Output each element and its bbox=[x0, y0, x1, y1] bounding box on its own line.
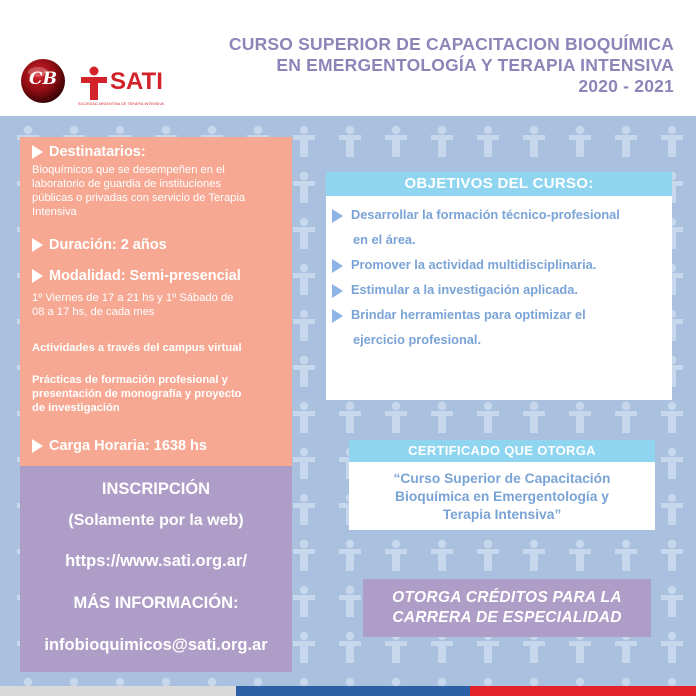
destinatarios-line: públicas o privadas con servicio de Terapia bbox=[32, 192, 246, 204]
destinatarios-label: Destinatarios: bbox=[49, 144, 146, 160]
modalidad-line: 08 a 17 hs, de cada mes bbox=[32, 306, 155, 318]
certificado-line: Bioquímica en Emergentología y bbox=[395, 489, 609, 504]
practicas-text bbox=[32, 373, 242, 415]
cb-logo bbox=[20, 58, 66, 104]
triangle-bullet-icon bbox=[332, 284, 343, 298]
title-line-3: 2020 - 2021 bbox=[578, 76, 674, 96]
title-line-2: EN EMERGENTOLOGÍA Y TERAPIA INTENSIVA bbox=[276, 55, 674, 75]
practicas-line: Prácticas de formación profesional y bbox=[32, 374, 228, 386]
certificado-box bbox=[349, 462, 655, 530]
objetivo-item bbox=[332, 302, 586, 352]
sati-logo-subtitle: SOCIEDAD ARGENTINA DE TERAPIA INTENSIVA bbox=[78, 102, 165, 106]
objetivos-box bbox=[326, 172, 672, 400]
modalidad-heading bbox=[32, 268, 241, 284]
objetivo-text: Estimular a la investigación aplicada. bbox=[351, 282, 578, 297]
objetivos-heading: OBJETIVOS DEL CURSO: bbox=[326, 172, 672, 196]
destinatarios-line: laboratorio de guardia de instituciones bbox=[32, 178, 222, 190]
sati-logo bbox=[78, 64, 170, 112]
course-title bbox=[229, 34, 674, 97]
objetivo-item bbox=[332, 252, 596, 277]
sati-logo-text: SATI bbox=[110, 68, 163, 95]
triangle-bullet-icon bbox=[332, 209, 343, 223]
actividades-text: Actividades a través del campus virtual bbox=[32, 342, 242, 354]
modalidad-text bbox=[32, 291, 241, 319]
destinatarios-section bbox=[32, 144, 245, 219]
footer-bar-red bbox=[470, 686, 696, 696]
footer-bar-blue bbox=[236, 686, 470, 696]
creditos-banner bbox=[363, 579, 651, 637]
footer-bar-gray bbox=[0, 686, 236, 696]
certificado-text bbox=[349, 470, 655, 524]
triangle-bullet-icon bbox=[32, 439, 43, 453]
destinatarios-line: Bioquímicos que se desempeñen en el bbox=[32, 164, 225, 176]
destinatarios-text bbox=[32, 163, 245, 219]
triangle-bullet-icon bbox=[332, 259, 343, 273]
inscripcion-heading: INSCRIPCIÓN bbox=[101, 480, 211, 498]
creditos-line: OTORGA CRÉDITOS PARA LA bbox=[392, 589, 622, 606]
creditos-line: CARRERA DE ESPECIALIDAD bbox=[392, 609, 622, 626]
practicas-line: presentación de monografía y proyecto bbox=[32, 388, 242, 400]
modalidad-section bbox=[32, 268, 241, 319]
inscripcion-note: (Solamente por la web) bbox=[68, 512, 244, 529]
duracion-section bbox=[32, 237, 167, 253]
objetivo-text: ejercicio profesional. bbox=[353, 332, 482, 347]
mas-informacion-heading: MÁS INFORMACIÓN: bbox=[73, 594, 239, 612]
objetivo-text: Brindar herramientas para optimizar el bbox=[351, 307, 586, 322]
modalidad-label: Modalidad: Semi-presencial bbox=[49, 268, 241, 284]
certificado-line: “Curso Superior de Capacitación bbox=[393, 471, 611, 486]
destinatarios-line: Intensiva bbox=[32, 206, 77, 218]
objetivo-item bbox=[332, 202, 620, 252]
carga-horaria-label: Carga Horaria: 1638 hs bbox=[49, 438, 207, 454]
contact-email-link[interactable]: infobioquimicos@sati.org.ar bbox=[44, 636, 268, 654]
destinatarios-heading bbox=[32, 144, 245, 160]
duracion-heading bbox=[32, 237, 167, 253]
triangle-bullet-icon bbox=[32, 238, 43, 252]
sati-website-link[interactable]: https://www.sati.org.ar/ bbox=[65, 552, 247, 570]
triangle-bullet-icon bbox=[32, 269, 43, 283]
practicas-line: de investigación bbox=[32, 402, 120, 414]
inscripcion-panel bbox=[20, 466, 292, 672]
objetivo-text: Promover la actividad multidisciplinaria. bbox=[351, 257, 597, 272]
certificado-line: Terapia Intensiva” bbox=[442, 507, 562, 522]
objetivo-text: Desarrollar la formación técnico-profesional bbox=[351, 207, 620, 222]
objetivo-item bbox=[332, 277, 578, 302]
title-line-1: CURSO SUPERIOR DE CAPACITACION BIOQUÍMICA bbox=[228, 34, 674, 54]
certificado-heading: CERTIFICADO QUE OTORGA bbox=[349, 440, 655, 462]
cb-logo-text: CB bbox=[29, 69, 57, 89]
modalidad-line: 1º Viernes de 17 a 21 hs y 1º Sábado de bbox=[32, 292, 234, 304]
duracion-label: Duración: 2 años bbox=[49, 237, 167, 253]
triangle-bullet-icon bbox=[332, 309, 343, 323]
carga-horaria-heading bbox=[32, 438, 207, 454]
header bbox=[0, 0, 696, 116]
carga-horaria-section bbox=[32, 438, 207, 454]
info-panel bbox=[20, 137, 292, 466]
objetivo-text: en el área. bbox=[353, 232, 416, 247]
triangle-bullet-icon bbox=[32, 145, 43, 159]
